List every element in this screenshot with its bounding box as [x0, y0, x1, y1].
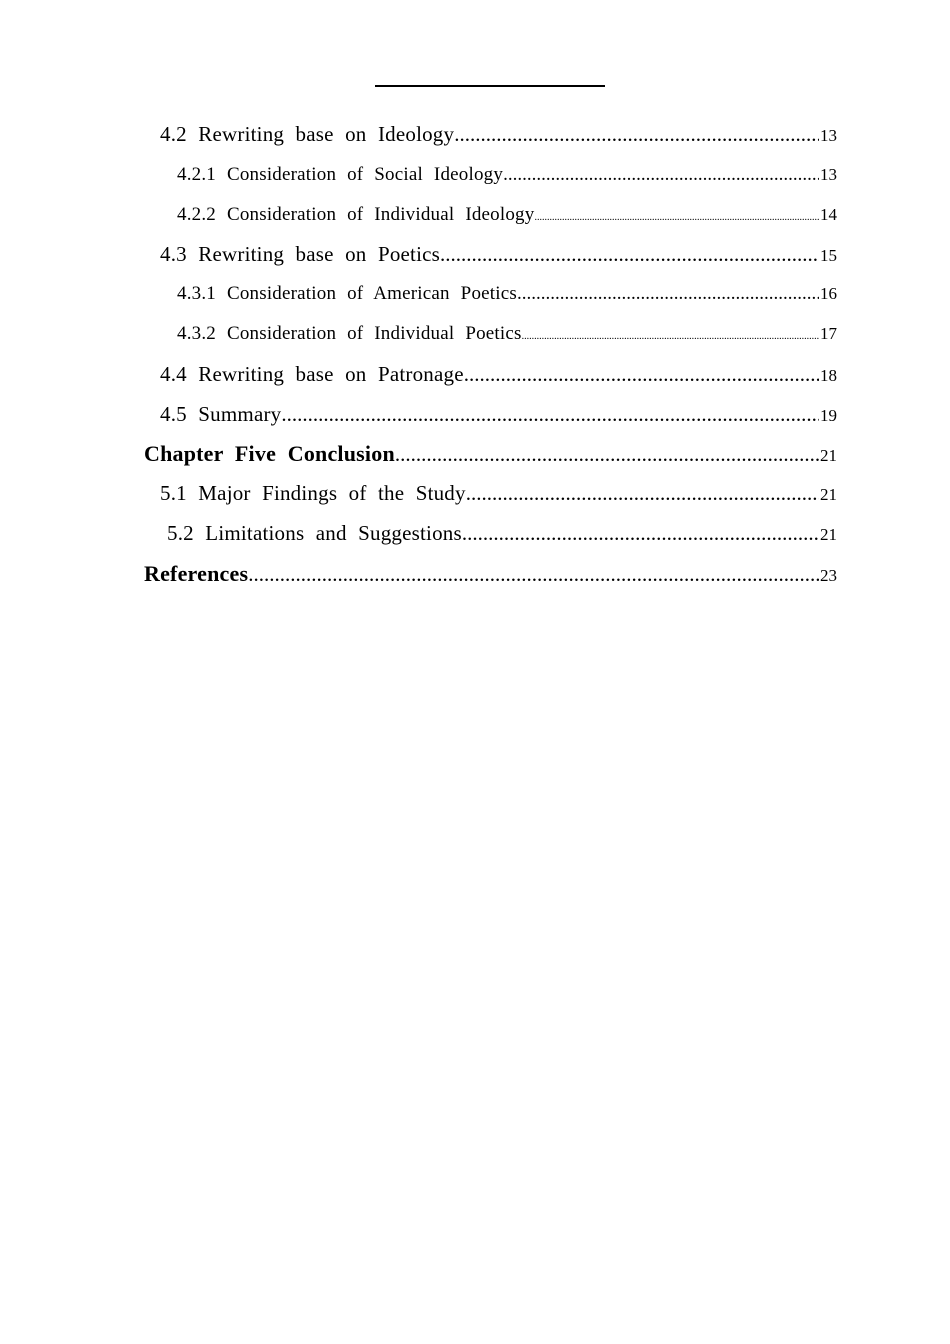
toc-entry-5-2[interactable]: [167, 521, 837, 546]
toc-leader-dots: [503, 164, 819, 186]
toc-leader-dots: [464, 362, 819, 387]
toc-entry-page: 18: [820, 366, 837, 385]
toc-entry-references[interactable]: [144, 561, 837, 587]
toc-entry-page: 13: [820, 126, 837, 145]
toc-entry-title: 4.2.1 Consideration of Social Ideology: [177, 164, 504, 185]
toc-leader-dots: [534, 212, 819, 223]
toc-leader-dots: [395, 442, 819, 467]
toc-leader-dots: [462, 521, 819, 546]
toc-entry-page: 21: [820, 485, 837, 504]
toc-leader-dots: [522, 331, 819, 342]
toc-entry-chapter-five[interactable]: [144, 441, 837, 467]
toc-entry-4-5[interactable]: [160, 402, 837, 427]
toc-entry-page: 23: [820, 566, 837, 585]
toc-entry-title: 4.4 Rewriting base on Patronage: [160, 362, 464, 386]
toc-entry-4-2-2[interactable]: [177, 204, 837, 226]
toc-leader-dots: [466, 481, 819, 506]
toc-entry-title: 4.2 Rewriting base on Ideology: [160, 122, 455, 146]
toc-entry-4-2-1[interactable]: [177, 164, 837, 186]
toc-entry-title: 4.3.1 Consideration of American Poetics: [177, 283, 517, 304]
toc-entry-title: 4.2.2 Consideration of Individual Ideology: [177, 204, 535, 225]
toc-entry-title: 4.3 Rewriting base on Poetics: [160, 242, 441, 266]
toc-leader-dots: [517, 283, 819, 305]
toc-entry-page: 14: [820, 205, 837, 224]
toc-entry-4-2[interactable]: [160, 122, 837, 147]
toc-entry-title: 4.3.2 Consideration of Individual Poetics: [177, 323, 522, 344]
toc-entry-title: Chapter Five Conclusion: [144, 441, 395, 466]
toc-entry-4-3-1[interactable]: [177, 283, 837, 305]
toc-leader-dots: [281, 402, 819, 427]
toc-leader-dots: [440, 242, 819, 267]
toc-entry-title: References: [144, 561, 249, 586]
toc-entry-4-3[interactable]: [160, 242, 837, 267]
toc-entry-title: 5.1 Major Findings of the Study: [160, 481, 466, 505]
toc-entry-4-3-2[interactable]: [177, 323, 837, 345]
header-rule: [375, 85, 605, 87]
toc-entry-page: 21: [820, 525, 837, 544]
toc-entry-page: 17: [820, 324, 837, 343]
toc-leader-dots: [454, 122, 819, 147]
toc-entry-4-4[interactable]: [160, 362, 837, 387]
toc-entry-page: 13: [820, 165, 837, 184]
toc-entry-page: 19: [820, 406, 837, 425]
toc-entry-title: 5.2 Limitations and Suggestions: [167, 521, 462, 545]
toc-leader-dots: [248, 562, 819, 587]
toc-entry-page: 16: [820, 284, 837, 303]
toc-entry-title: 4.5 Summary: [160, 402, 282, 426]
toc-entry-5-1[interactable]: [160, 481, 837, 506]
toc-entry-page: 15: [820, 246, 837, 265]
toc-entry-page: 21: [820, 446, 837, 465]
